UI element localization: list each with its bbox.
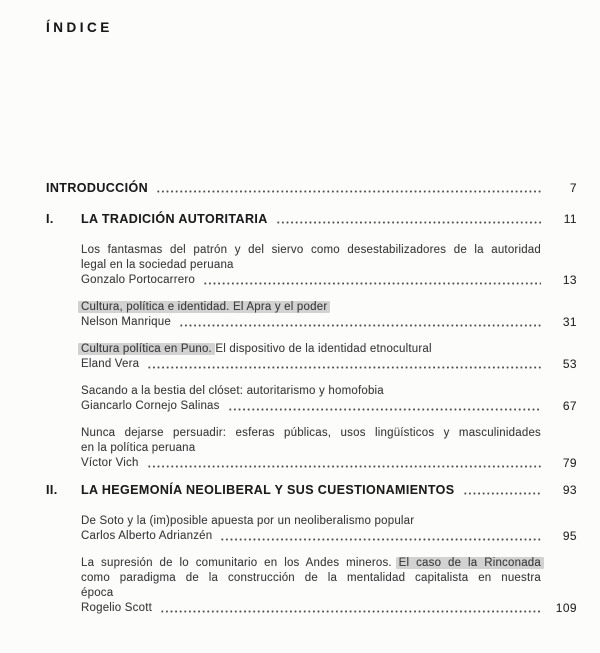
entry-author-line — [81, 273, 577, 288]
highlighted-text: El caso de la Rinconada — [398, 557, 541, 569]
title-text: El dispositivo de la identidad etnocultural — [211, 343, 432, 355]
entry-author-line — [81, 456, 577, 471]
author-name: Rogelio Scott — [81, 602, 152, 614]
dot-leader — [203, 282, 541, 285]
toc-list — [46, 181, 577, 616]
author-name: Víctor Vich — [81, 457, 139, 469]
dot-leader — [463, 492, 541, 495]
entry-title-line — [81, 258, 541, 273]
toc-entry — [81, 384, 577, 414]
dot-leader — [160, 610, 541, 613]
page-number: 95 — [562, 529, 577, 543]
title-text: época — [81, 587, 114, 599]
highlighted-text: Cultura, política e identidad. — [81, 301, 230, 313]
dot-leader — [228, 408, 541, 411]
entry-title — [81, 342, 577, 357]
page-number: 109 — [555, 601, 577, 615]
dot-leader — [147, 366, 541, 369]
author-name: Nelson Manrique — [81, 316, 171, 328]
dot-leader — [147, 465, 541, 468]
title-text: Sacando a la bestia del clóset: autoritarismo y homofobia — [81, 385, 384, 397]
page-number: 53 — [562, 357, 577, 371]
toc-entry — [81, 243, 577, 288]
title-text: Los fantasmas del patrón y del siervo como desestabilizadores de la autoridad — [81, 244, 541, 256]
highlighted-text: Cultura política en Puno. — [81, 343, 212, 355]
entry-title-line — [81, 426, 541, 441]
title-text: Nunca dejarse persuadir: esferas públicas, usos lingüísticos y masculinidades — [81, 427, 541, 439]
entry-title-line — [81, 243, 541, 258]
entry-title-line — [81, 300, 541, 315]
entry-title — [81, 426, 577, 456]
section-title: LA TRADICIÓN AUTORITARIA — [81, 212, 268, 226]
page-number: 31 — [562, 315, 577, 329]
toc-entry — [81, 342, 577, 372]
entry-title — [81, 243, 577, 273]
entry-title — [81, 556, 577, 601]
page-number: 7 — [569, 181, 577, 195]
author-name: Gonzalo Portocarrero — [81, 274, 195, 286]
entry-title — [81, 300, 577, 315]
entry-author-line — [81, 399, 577, 414]
toc-entry — [81, 514, 577, 544]
entry-author-line — [81, 529, 577, 544]
entry-title — [81, 514, 577, 529]
dot-leader — [276, 221, 541, 224]
author-name: Eland Vera — [81, 358, 140, 370]
page-number: 11 — [563, 212, 577, 226]
entry-title-line — [81, 384, 541, 399]
dot-leader — [220, 538, 541, 541]
entry-title-line — [81, 514, 541, 529]
page-number: 93 — [562, 483, 577, 497]
page-number: 67 — [562, 399, 577, 413]
section-numeral: I. — [46, 212, 54, 226]
page-number: 79 — [562, 456, 577, 470]
section-numeral: II. — [46, 483, 58, 497]
section-title: LA HEGEMONÍA NEOLIBERAL Y SUS CUESTIONAMIENTOS — [81, 483, 455, 497]
toc-section-heading — [46, 212, 577, 227]
dot-leader — [179, 324, 541, 327]
toc-entry — [81, 300, 577, 330]
entry-title-line — [81, 586, 541, 601]
dot-leader — [156, 190, 541, 193]
toc-entry — [81, 556, 577, 616]
entry-author-line — [81, 315, 577, 330]
entry-title — [81, 384, 577, 399]
author-name: Giancarlo Cornejo Salinas — [81, 400, 220, 412]
toc-section-heading — [46, 483, 577, 498]
title-text: en la política peruana — [81, 442, 196, 454]
toc-section-heading — [46, 181, 577, 196]
title-text: De Soto y la (im)posible apuesta por un neoliberalismo popular — [81, 515, 415, 527]
entry-title-line — [81, 441, 541, 456]
title-text: como paradigma de la construcción de la mentalidad capitalista en nuestra — [81, 572, 541, 584]
title-text: legal en la sociedad peruana — [81, 259, 234, 271]
title-text: La supresión de lo comunitario en los Andes mineros. — [81, 557, 399, 569]
highlighted-text: El Apra y el poder — [232, 301, 328, 313]
section-title: INTRODUCCIÓN — [46, 181, 149, 195]
entry-title-line — [81, 556, 541, 571]
toc-entry — [81, 426, 577, 471]
author-name: Carlos Alberto Adrianzén — [81, 530, 213, 542]
entry-author-line — [81, 601, 577, 616]
page-title: ÍNDICE — [46, 20, 113, 35]
page-number: 13 — [562, 273, 577, 287]
entry-author-line — [81, 357, 577, 372]
entry-title-line — [81, 571, 541, 586]
entry-title-line — [81, 342, 541, 357]
